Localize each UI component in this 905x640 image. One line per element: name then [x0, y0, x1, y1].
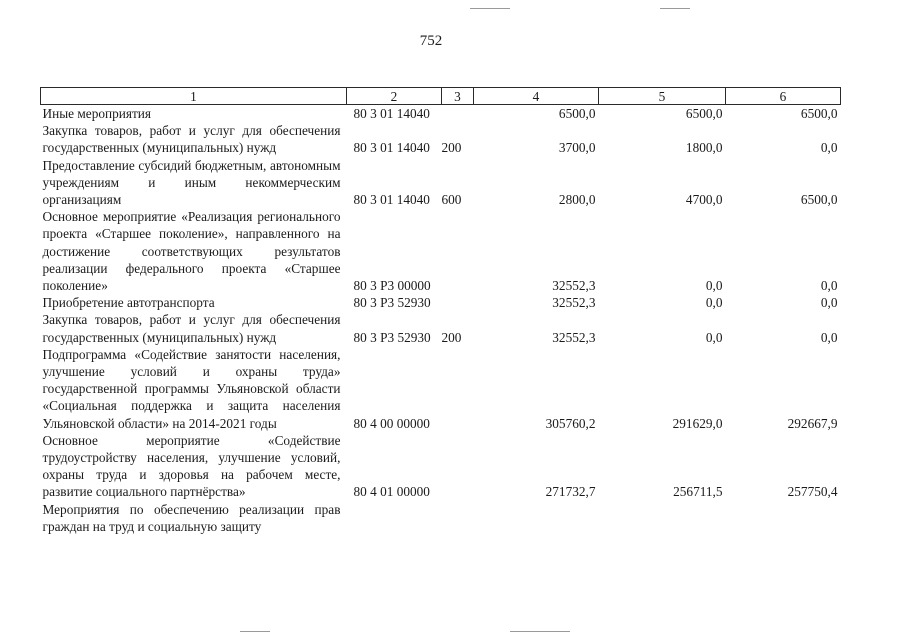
row-value-1: 32552,3 — [552, 329, 596, 345]
scan-speck — [510, 631, 570, 632]
row-value-3 — [726, 501, 841, 535]
row-expense-type — [442, 346, 474, 432]
row-code: 80 3 01 14040 — [353, 106, 430, 121]
row-name: Предоставление субсидий бюджетным, автономным учреждениям и иным некоммерческим организациям — [42, 157, 341, 208]
row-code: 80 4 01 00000 — [353, 484, 430, 500]
row-value-3: 6500,0 — [800, 192, 838, 208]
row-code: 80 3 01 14040 — [353, 140, 430, 156]
row-value-2: 256711,5 — [673, 484, 723, 500]
table-row — [41, 122, 841, 156]
budget-table — [40, 87, 841, 535]
row-code: 80 3 01 14040 — [353, 192, 430, 208]
table-row — [41, 294, 841, 311]
table-row — [41, 501, 841, 535]
row-value-1: 271732,7 — [545, 484, 596, 500]
row-value-2: 1800,0 — [685, 140, 723, 156]
row-value-3: 0,0 — [820, 278, 838, 294]
row-value-3: 0,0 — [820, 295, 838, 311]
row-code: 80 3 P3 00000 — [353, 278, 431, 294]
table-row — [41, 208, 841, 294]
header-col-2: 2 — [347, 88, 442, 105]
row-value-1: 6500,0 — [558, 106, 596, 121]
row-expense-type — [442, 294, 474, 311]
row-value-3: 0,0 — [820, 329, 838, 345]
row-expense-type — [442, 432, 474, 501]
row-code: 80 3 P3 52930 — [353, 329, 431, 345]
row-name: Закупка товаров, работ и услуг для обеспечения государственных (муниципальных) нужд — [42, 123, 341, 156]
row-value-1: 2800,0 — [558, 192, 596, 208]
row-value-2: 4700,0 — [685, 192, 723, 208]
row-value-1: 305760,2 — [545, 415, 596, 431]
table-row — [41, 432, 841, 501]
row-expense-type: 200 — [441, 140, 462, 156]
row-value-2: 0,0 — [705, 278, 723, 294]
row-code: 80 3 P3 52930 — [353, 295, 431, 311]
row-name: Основное мероприятие «Реализация регионального проекта «Старшее поколение», направленного на достижение соответствующих результатов реализации федерального проекта «Старшее поколение» — [42, 209, 341, 294]
row-expense-type — [442, 501, 474, 535]
row-expense-type: 600 — [441, 192, 462, 208]
row-value-2: 6500,0 — [685, 106, 723, 121]
header-col-3: 3 — [442, 88, 474, 105]
row-value-1 — [474, 501, 599, 535]
row-name: Мероприятия по обеспечению реализации прав граждан на труд и социальную защиту — [42, 501, 341, 534]
header-col-1: 1 — [41, 88, 347, 105]
row-expense-type: 200 — [441, 329, 462, 345]
row-value-2: 291629,0 — [672, 415, 723, 431]
header-col-5: 5 — [599, 88, 726, 105]
table-row — [41, 105, 841, 123]
row-value-3: 0,0 — [820, 140, 838, 156]
table-row — [41, 346, 841, 432]
row-expense-type — [442, 208, 474, 294]
row-name: Основное мероприятие «Содействие трудоустройству населения, улучшение условий, охраны труда и здоровья на рабочем месте, развитие социального партнёрства» — [42, 432, 341, 500]
table-row — [41, 311, 841, 345]
row-value-1: 32552,3 — [552, 295, 596, 311]
row-expense-type — [442, 105, 474, 123]
header-col-6: 6 — [726, 88, 841, 105]
scan-speck — [660, 8, 690, 9]
row-value-3: 257750,4 — [787, 484, 838, 500]
row-value-2 — [599, 501, 726, 535]
row-value-2: 0,0 — [705, 329, 723, 345]
row-code: 80 4 00 00000 — [353, 415, 430, 431]
row-name: Иные мероприятия — [42, 106, 152, 121]
row-name: Подпрограмма «Содействие занятости населения, улучшение условий и охраны труда» государственной программы Ульяновской области «Социальная поддержка и защита населения Ульяновской области» на 2014-2021 годы — [42, 346, 341, 431]
row-name: Приобретение автотранспорта — [42, 295, 215, 311]
header-row — [41, 88, 841, 105]
table-row — [41, 157, 841, 209]
header-col-4: 4 — [474, 88, 599, 105]
row-name: Закупка товаров, работ и услуг для обеспечения государственных (муниципальных) нужд — [42, 312, 341, 345]
table-header — [41, 88, 841, 105]
scan-speck — [470, 8, 510, 9]
page-number: 752 — [419, 33, 443, 49]
row-value-1: 3700,0 — [558, 140, 596, 156]
row-value-3: 6500,0 — [800, 106, 838, 121]
row-code — [347, 501, 442, 535]
row-value-1: 32552,3 — [552, 278, 596, 294]
table-body — [41, 105, 841, 536]
row-value-3: 292667,9 — [787, 415, 838, 431]
row-value-2: 0,0 — [705, 295, 723, 311]
scan-speck — [240, 631, 270, 632]
